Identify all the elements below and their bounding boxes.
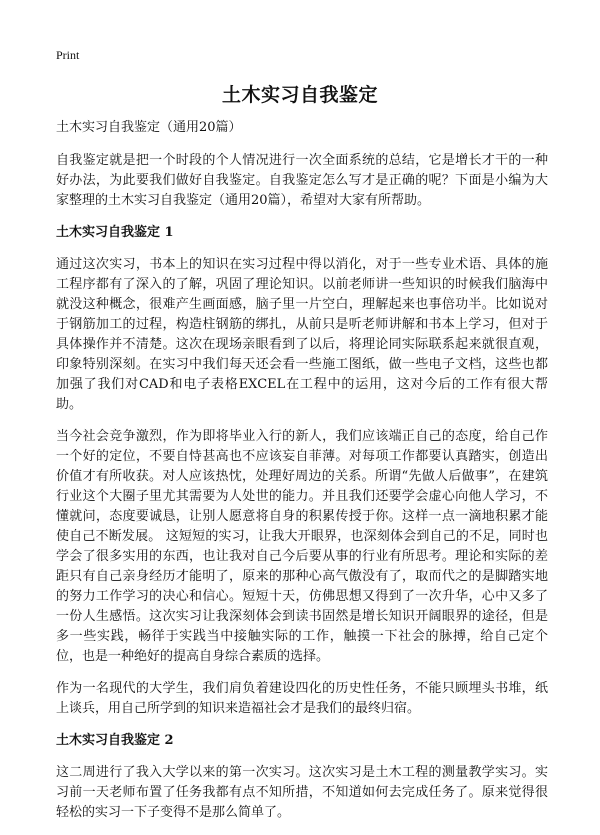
section-1-paragraph-3: 作为一名现代的大学生，我们肩负着建设四化的历史性任务，不能只顾埋头书堆，纸上谈兵，用自己所学到的知识来造福社会才是我们的最终归宿。: [56, 681, 548, 716]
section-1-paragraph-2: 当今社会竞争激烈，作为即将毕业入行的新人，我们应该端正自己的态度，给自己作一个好的定位，不要自恃甚高也不应该妄自菲薄。对每项工作都要认真踏实，创造出价值才有所收获。对人应该热忱，处理好周边的关系。所谓“先做人后做事”，在建筑行业这个大圈子里尤其需要为人处世的能力。并且我们还要学会虚心向他人学习，不懂就问，态度要诚恳，让别人愿意将自身的积累传授于你。这样一点一滴地积累才能使自己不断发展。 这短短的实习，让我大开眼界，也深刻体会到自己的不足，同时也学会了很多实用的东西，也让我对自己今后要从事的行业有所思考。理论和实际的差距只有自己亲身经历才能明了，原来的那种心高气傲没有了，取而代之的是脚踏实地的努力工作学习的决心和信心。短短十天，仿佛思想又得到了一次升华，心中又多了一份人生感悟。这次实习让我深刻体会到读书固然是增长知识开阔眼界的途径，但是多一些实践，畅徉于实践当中接触实际的工作，触摸一下社会的脉搏，给自己定个位，也是一种绝好的提高自身综合素质的选择。: [56, 429, 548, 664]
section-heading-2: 土木实习自我鉴定 2: [56, 733, 174, 748]
document-subtitle: 土木实习自我鉴定（通用20篇）: [56, 120, 242, 135]
print-link[interactable]: Print: [56, 48, 80, 62]
section-2-paragraph-1: 这二周进行了我入大学以来的第一次实习。这次实习是土木工程的测量教学实习。实习前一天老师布置了任务我都有点不知所措，不知道如何去完成任务了。原来觉得很轻松的实习一下子变得不是那么简单了。: [56, 765, 548, 820]
section-1-paragraph-1: 通过这次实习，书本上的知识在实习过程中得以消化，对于一些专业术语、具体的施工程序都有了深入的了解，巩固了理论知识。以前老师讲一些知识的时候我们脑海中就没这种概念，很难产生画面感，脑子里一片空白，理解起来也事倍功半。比如说对于钢筋加工的过程，构造柱钢筋的绑扎，从前只是听老师讲解和书本上学习，但对于具体操作并不清楚。这次在现场亲眼看到了以后，将理论同实际联系起来就很直观，印象特别深刻。在实习中我们每天还会看一些施工图纸，做一些电子文档，这些也都加强了我们对CAD和电子表格EXCEL在工程中的运用，这对今后的工作有很大帮助。: [56, 257, 548, 412]
page-title: 土木实习自我鉴定: [221, 84, 378, 106]
section-heading-1: 土木实习自我鉴定 1: [56, 225, 174, 240]
document-body: [56, 118, 548, 835]
intro-paragraph: 自我鉴定就是把一个时段的个人情况进行一次全面系统的总结，它是增长才干的一种好办法，为此要我们做好自我鉴定。自我鉴定怎么写才是正确的呢？下面是小编为大家整理的土木实习自我鉴定（通用20篇），希望对大家有所帮助。: [56, 153, 548, 208]
